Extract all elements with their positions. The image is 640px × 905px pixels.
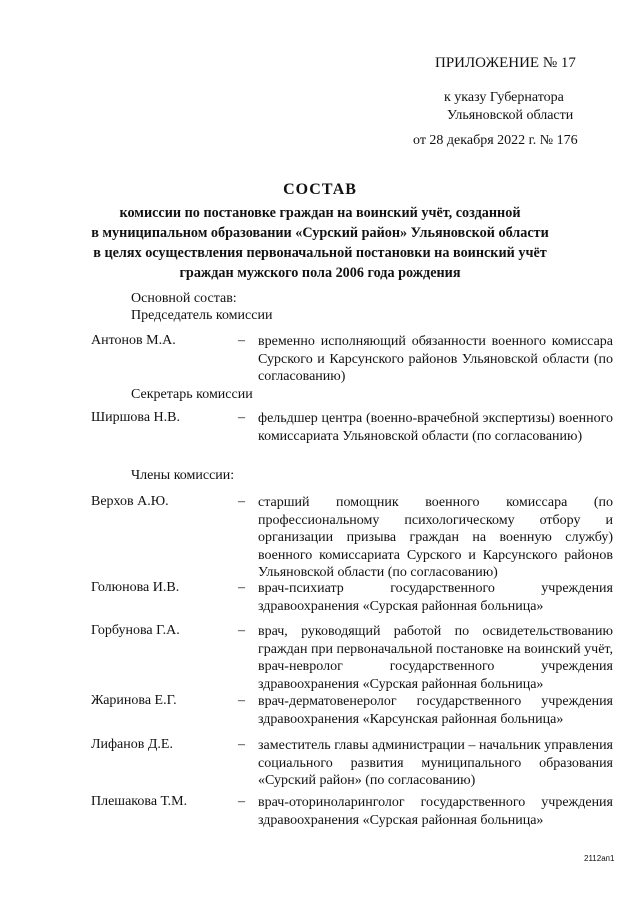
dash-separator: – [238,580,245,595]
decree-line-2: Ульяновской области [447,108,574,123]
document-code: 2112ап1 [584,854,615,863]
member-description: врач-дерматовенеролог государственного учреждения здравоохранения «Карсунская районная больница» [258,694,613,727]
section-main: Основной состав: [131,291,237,306]
dash-separator: – [238,794,245,809]
member-description: врач, руководящий работой по освидетельствованию граждан при первоначальной постановке на воинский учёт, врач-невролог государственного учреждения здравоохранения «Сурская районная больница» [258,624,613,692]
member-name: Лифанов Д.Е. [91,737,173,752]
document-title: СОСТАВ [283,181,357,198]
member-name: Жаринова Е.Г. [91,693,177,708]
member-name: Верхов А.Ю. [91,494,169,509]
member-name: Антонов М.А. [91,333,176,348]
title-line-2: в муниципальном образовании «Сурский район» Ульяновской области [91,225,549,241]
appendix-number: ПРИЛОЖЕНИЕ № 17 [435,55,576,71]
title-line-4: граждан мужского пола 2006 года рождения [179,265,461,281]
dash-separator: – [238,333,245,348]
member-description: врач-оториноларинголог государственного учреждения здравоохранения «Сурская районная больница» [258,795,613,828]
member-description: старший помощник военного комиссара (по профессиональному психологическому отбору и организации призыва граждан на военную службу) военного комиссариата Сурского и Карсунского районов Ульяновской области (по согласованию) [258,495,613,580]
title-line-1: комиссии по постановке граждан на воинский учёт, созданной [119,205,521,221]
member-name: Ширшова Н.В. [91,410,180,425]
member-description: фельдшер центра (военно-врачебной экспертизы) военного комиссариата Ульяновской области (по согласованию) [258,411,613,444]
title-line-3: в целях осуществления первоначальной постановки на воинский учёт [93,245,547,261]
dash-separator: – [238,737,245,752]
decree-date: от 28 декабря 2022 г. № 176 [413,133,578,148]
dash-separator: – [238,693,245,708]
section-members: Члены комиссии: [131,468,235,483]
member-description: временно исполняющий обязанности военного комиссара Сурского и Карсунского районов Ульяновской области (по согласованию) [258,334,613,384]
section-secretary: Секретарь комиссии [131,387,253,402]
dash-separator: – [238,410,245,425]
member-name: Голюнова И.В. [91,580,180,595]
dash-separator: – [238,623,245,638]
member-description: врач-психиатр государственного учреждения здравоохранения «Сурская районная больница» [258,581,613,614]
member-name: Горбунова Г.А. [91,623,180,638]
decree-line-1: к указу Губернатора [444,90,564,105]
dash-separator: – [238,494,245,509]
member-name: Плешакова Т.М. [91,794,188,809]
member-description: заместитель главы администрации – начальник управления социального развития муниципального образования «Сурский район» (по согласованию) [258,738,613,788]
section-chair: Председатель комиссии [131,308,273,323]
